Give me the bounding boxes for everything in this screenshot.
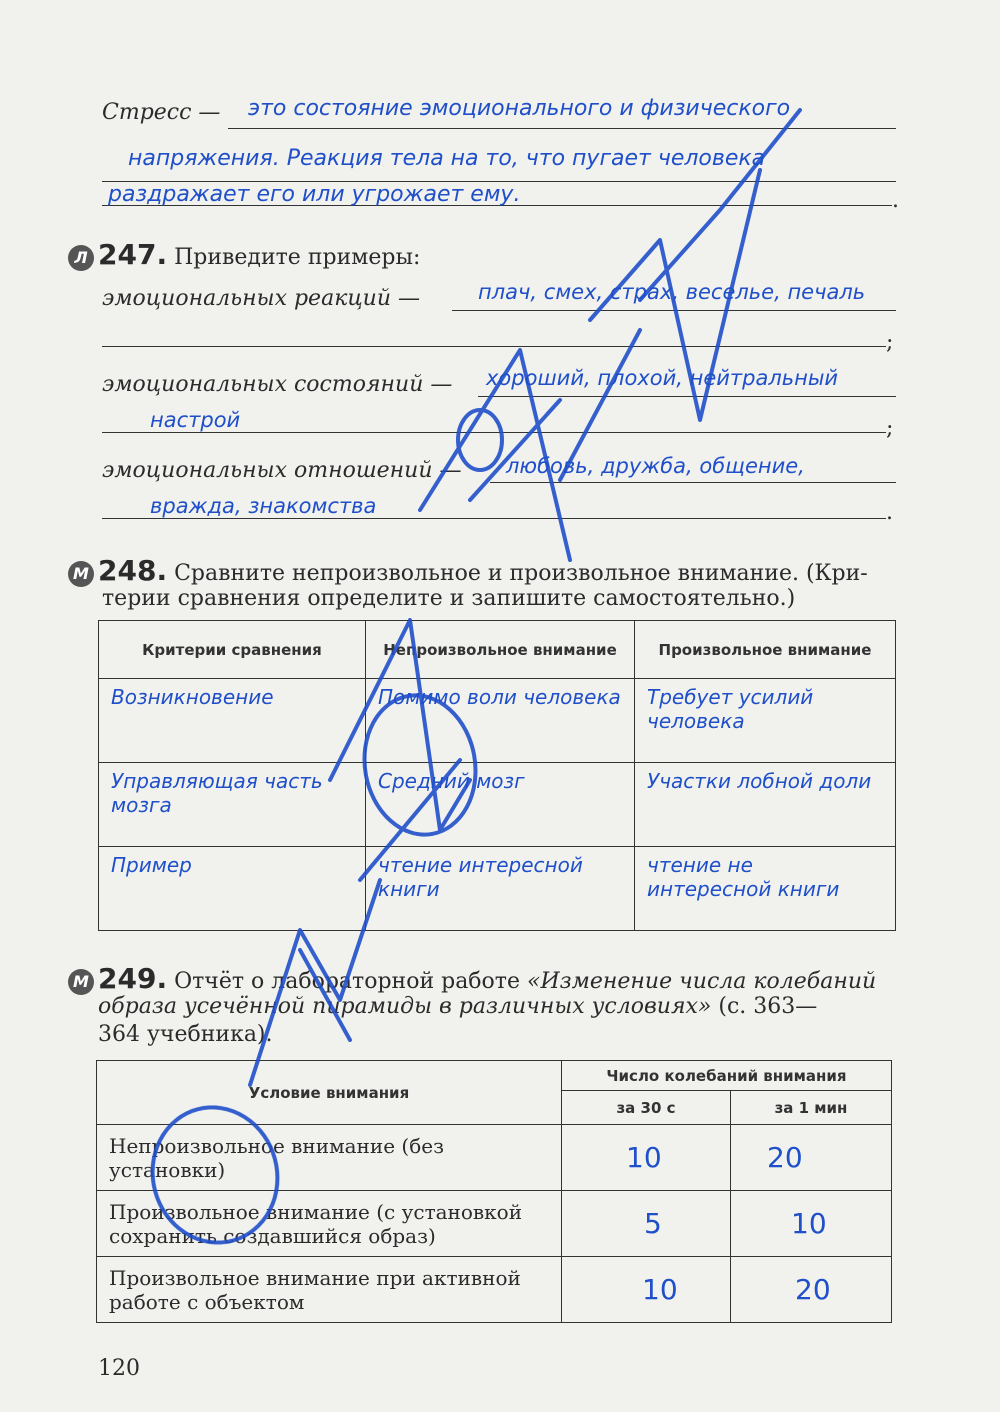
- q248-number: 248.: [98, 554, 168, 587]
- states-answer-line2: настрой: [150, 408, 241, 432]
- q249-number: 249.: [98, 962, 168, 995]
- condition-cell: Произвольное внимание при активной работе с объектом: [97, 1257, 562, 1323]
- relations-answer-line2: вражда, знакомства: [150, 494, 377, 518]
- stress-answer-line3: раздражает его или угрожает ему.: [108, 182, 521, 207]
- q247-title: Приведите примеры:: [174, 245, 421, 270]
- col-header-1min: за 1 мин: [731, 1091, 892, 1125]
- badge-m-icon: М: [68, 561, 94, 587]
- count-30s-cell: 10: [562, 1125, 731, 1191]
- reactions-label: эмоциональных реакций —: [102, 286, 421, 311]
- col-header-criteria: Критерии сравнения: [99, 621, 366, 679]
- criteria-cell: Пример: [99, 847, 366, 931]
- q249-title-line2a: образа усечённой пирамиды в различных условиях»: [98, 994, 712, 1019]
- q249-title-line1a: Отчёт о лабораторной работе: [174, 969, 527, 994]
- involuntary-cell: Помимо воли человека: [366, 679, 635, 763]
- col-header-count: Число колебаний внимания: [562, 1061, 892, 1091]
- states-answer-line1: хороший, плохой, нейтральный: [486, 366, 839, 390]
- reactions-answer: плач, смех, страх, веселье, печаль: [478, 280, 866, 304]
- condition-cell: Произвольное внимание (с установкой сохранить создавшийся образ): [97, 1191, 562, 1257]
- relations-answer-line1: любовь, дружба, общение,: [506, 454, 805, 478]
- col-header-involuntary: Непроизвольное внимание: [366, 621, 635, 679]
- count-1min-cell: 10: [731, 1191, 892, 1257]
- col-header-condition: Условие внимания: [97, 1061, 562, 1125]
- badge-l-icon: Л: [68, 245, 94, 271]
- count-1min-cell: 20: [731, 1257, 892, 1323]
- q249-title-line2b: (с. 363—: [711, 994, 818, 1019]
- q249-title-line1b: «Изменение числа колебаний: [527, 969, 877, 994]
- criteria-cell: Управляющая часть мозга: [99, 763, 366, 847]
- voluntary-cell: чтение не интересной книги: [635, 847, 896, 931]
- relations-label: эмоциональных отношений —: [102, 458, 462, 483]
- q249-title-line3: 364 учебника).: [98, 1022, 273, 1047]
- semicolon: ;: [886, 330, 894, 355]
- involuntary-cell: чтение интересной книги: [366, 847, 635, 931]
- involuntary-cell: Средний мозг: [366, 763, 635, 847]
- col-header-voluntary: Произвольное внимание: [635, 621, 896, 679]
- voluntary-cell: Участки лобной доли: [635, 763, 896, 847]
- criteria-cell: Возникновение: [99, 679, 366, 763]
- period: .: [886, 500, 893, 525]
- q248-title-line2: терии сравнения определите и запишите самостоятельно.): [102, 586, 796, 611]
- count-30s-cell: 10: [562, 1257, 731, 1323]
- badge-m-icon: М: [68, 969, 94, 995]
- q248-title-line1: Сравните непроизвольное и произвольное внимание. (Кри-: [174, 561, 868, 586]
- stress-term: Стресс —: [102, 100, 221, 125]
- semicolon: ;: [886, 416, 894, 441]
- condition-cell: Непроизвольное внимание (без установки): [97, 1125, 562, 1191]
- stress-answer-line2: напряжения. Реакция тела на то, что пугает человека: [128, 146, 766, 171]
- count-30s-cell: 5: [562, 1191, 731, 1257]
- stress-answer-line1: это состояние эмоционального и физического: [248, 96, 791, 121]
- col-header-30s: за 30 с: [562, 1091, 731, 1125]
- count-1min-cell: 20: [731, 1125, 892, 1191]
- voluntary-cell: Требует усилий человека: [635, 679, 896, 763]
- page-number: 120: [98, 1356, 140, 1381]
- q247-number: 247.: [98, 238, 168, 271]
- states-label: эмоциональных состояний —: [102, 372, 453, 397]
